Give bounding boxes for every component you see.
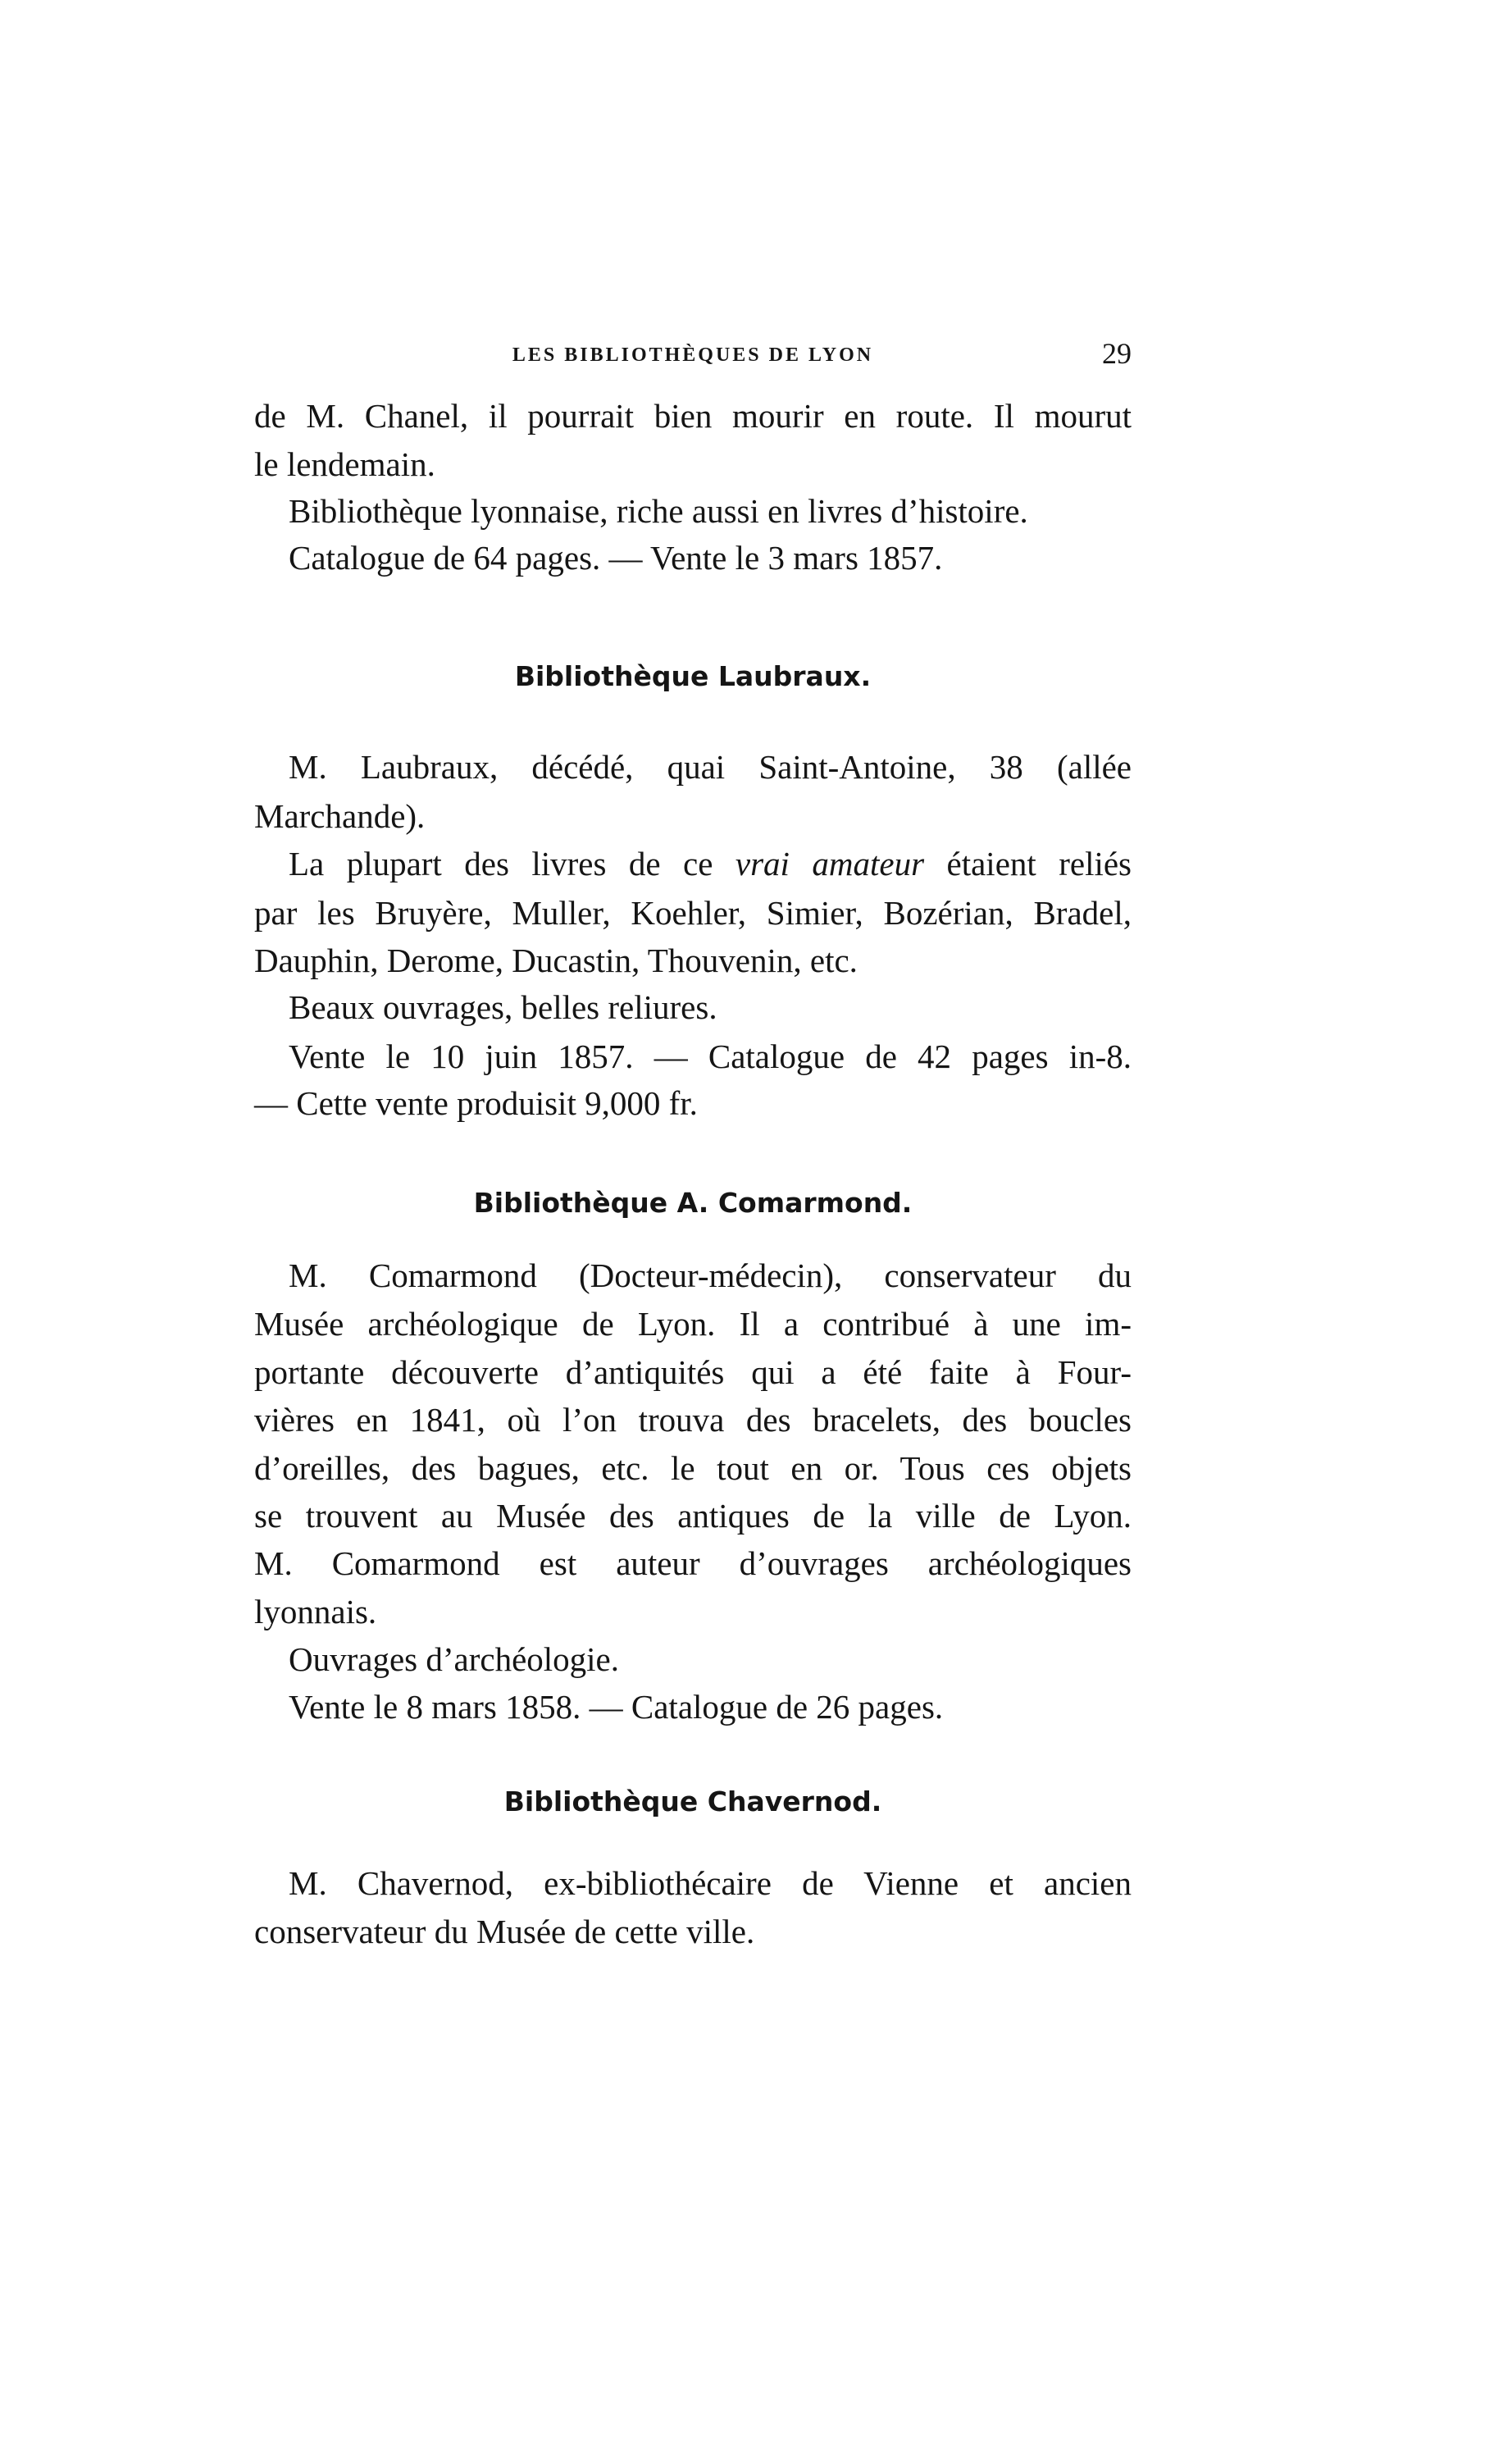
text-line: Dauphin, Derome, Ducastin, Thouvenin, etc.	[254, 942, 858, 979]
text-fragment: La plupart des livres de ce	[289, 845, 713, 882]
text-fragment: étaient reliés	[946, 845, 1132, 882]
text-line: M. Comarmond (Docteur-médecin), conservateur du	[289, 1256, 1132, 1294]
text-line: conservateur du Musée de cette ville.	[254, 1913, 755, 1950]
italic-phrase: vrai amateur	[735, 845, 925, 882]
text-line: lyonnais.	[254, 1593, 377, 1630]
section-heading-laubraux: Bibliothèque Laubraux.	[514, 660, 872, 692]
text-line: par les Bruyère, Muller, Koehler, Simier, Bozérian, Bradel,	[254, 894, 1132, 932]
text-line: Bibliothèque lyonnaise, riche aussi en livres d’histoire.	[289, 492, 1028, 530]
text-line: portante découverte d’antiquités qui a été faite à Four-	[254, 1353, 1132, 1391]
running-title: LES BIBLIOTHÈQUES DE LYON	[512, 344, 874, 366]
text-line: Beaux ouvrages, belles reliures.	[289, 988, 717, 1026]
page-number: 29	[1102, 337, 1132, 370]
text-line: M. Chavernod, ex-bibliothécaire de Vienne et ancien	[289, 1864, 1132, 1902]
text-line: Ouvrages d’archéologie.	[289, 1640, 619, 1678]
text-line: de M. Chanel, il pourrait bien mourir en route. Il mourut	[254, 397, 1132, 435]
text-line: — Cette vente produisit 9,000 fr.	[254, 1084, 698, 1122]
text-line: Musée archéologique de Lyon. Il a contribué à une im-	[254, 1305, 1132, 1343]
text-line: Vente le 10 juin 1857. — Catalogue de 42 pages in-8.	[289, 1038, 1132, 1075]
text-line: Marchande).	[254, 797, 426, 835]
text-line: vières en 1841, où l’on trouva des bracelets, des boucles	[254, 1401, 1132, 1439]
text-line: se trouvent au Musée des antiques de la ville de Lyon.	[254, 1497, 1132, 1535]
section-heading-chavernod: Bibliothèque Chavernod.	[503, 1785, 882, 1817]
section-heading-comarmond: Bibliothèque A. Comarmond.	[473, 1187, 913, 1219]
text-line: Vente le 8 mars 1858. — Catalogue de 26 pages.	[289, 1688, 944, 1726]
text-line	[289, 843, 1132, 884]
text-line: M. Comarmond est auteur d’ouvrages archéologiques	[254, 1544, 1132, 1582]
text-line: le lendemain.	[254, 445, 435, 483]
text-line: Catalogue de 64 pages. — Vente le 3 mars 1857.	[289, 539, 943, 577]
text-line: d’oreilles, des bagues, etc. le tout en or. Tous ces objets	[254, 1449, 1132, 1487]
text-line: M. Laubraux, décédé, quai Saint-Antoine, 38 (allée	[289, 748, 1132, 786]
running-header	[254, 336, 1132, 377]
